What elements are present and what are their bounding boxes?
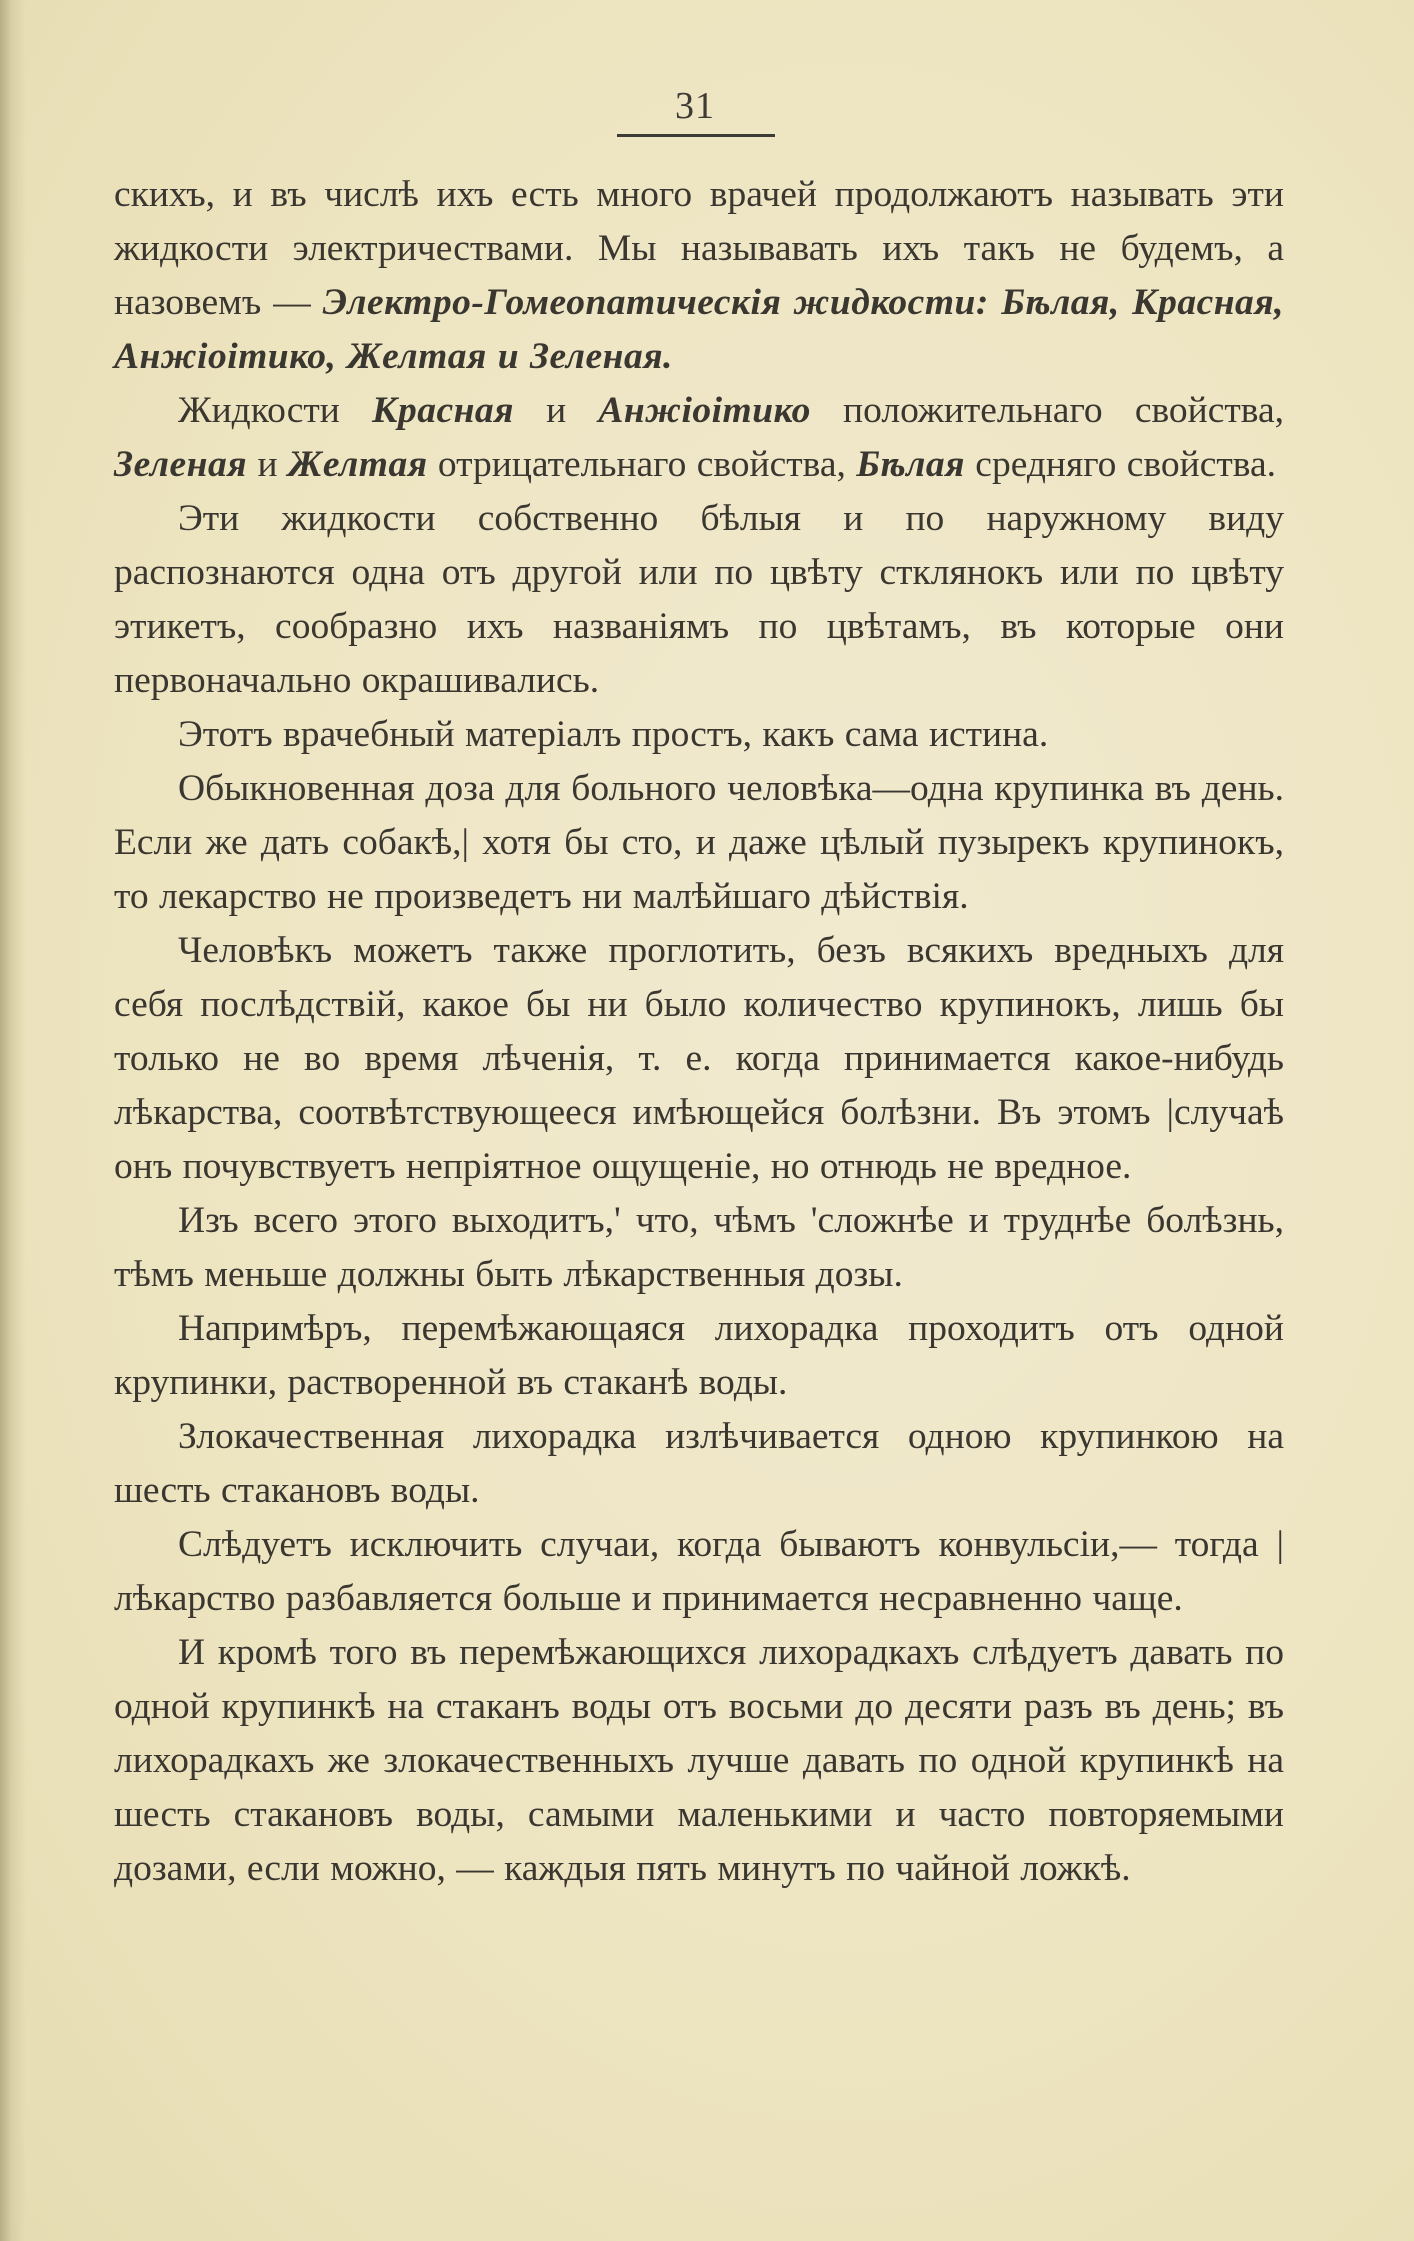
text-run: Обыкновенная доза для больного человѣка—одна крупинка въ день. Если же дать собакѣ,| хотя бы сто, и даже цѣлый пузырекъ крупинокъ, то лекарство не произведетъ ни малѣйшаго дѣйствія. — [114, 768, 1284, 917]
italic-term: Электро-Гомеопатическія жидкости: Бѣлая, Красная, Анжіоітико, Желтая и Зеленая. — [114, 282, 1284, 377]
paragraph — [114, 492, 1284, 708]
italic-term: Желтая — [287, 444, 428, 485]
paragraph — [114, 1410, 1284, 1518]
italic-term: Анжіоітико — [598, 390, 811, 431]
paragraph — [114, 762, 1284, 924]
paragraph — [114, 924, 1284, 1194]
text-run: положительнаго свойства, — [810, 390, 1284, 431]
body-text — [114, 168, 1284, 1896]
binding-edge-shadow — [0, 0, 26, 2241]
paragraph — [114, 1302, 1284, 1410]
text-run: средняго свойства. — [964, 444, 1276, 485]
italic-term: Зеленая — [114, 444, 248, 485]
text-run: Эти жидкости собственно бѣлыя и по наружному виду распознаются одна отъ другой или по цвѣту стклянокъ или по цвѣту этикетъ, сообразно ихъ названіямъ по цвѣтамъ, въ которые они первоначально окрашивались. — [114, 498, 1284, 701]
paragraph — [114, 1626, 1284, 1896]
text-run: и — [247, 444, 288, 485]
page-number: 31 — [675, 85, 715, 127]
text-run: Изъ всего этого выходитъ,' что, чѣмъ 'сложнѣе и труднѣе болѣзнь, тѣмъ меньше должны быть лѣкарственныя дозы. — [114, 1200, 1284, 1295]
italic-term: Красная — [372, 390, 514, 431]
text-run: Человѣкъ можетъ также проглотить, безъ всякихъ вредныхъ для себя послѣдствій, какое бы ни было количество крупинокъ, лишь бы только не во время лѣченія, т. е. когда принимается какое-нибудь лѣкарства, соотвѣтствующееся имѣющейся болѣзни. Въ этомъ |случаѣ онъ почувствуетъ непріятное ощущеніе, но отнюдь не вредное. — [114, 930, 1284, 1187]
text-run: И кромѣ того въ перемѣжающихся лихорадкахъ слѣдуетъ давать по одной крупинкѣ на стаканъ воды отъ восьми до десяти разъ въ день; въ лихорадкахъ же злокачественныхъ лучше давать по одной крупинкѣ на шесть стакановъ воды, самыми маленькими и часто повторяемыми дозами, если можно, — каждыя пять минутъ по чайной ложкѣ. — [114, 1632, 1284, 1889]
paragraph — [114, 168, 1284, 384]
text-run: скихъ, и въ числѣ ихъ есть много врачей продолжаютъ называть эти жидкости электричествами. Мы называвать ихъ такъ не будемъ, а назовемъ — — [114, 174, 1284, 323]
paragraph — [114, 1518, 1284, 1626]
text-run: Жидкости — [178, 390, 373, 431]
page-number-rule — [617, 134, 775, 137]
text-run: Злокачественная лихорадка излѣчивается одною крупинкою на шесть стакановъ воды. — [114, 1416, 1284, 1511]
text-run: Напримѣръ, перемѣжающаяся лихорадка проходитъ отъ одной крупинки, растворенной въ стаканѣ воды. — [114, 1308, 1284, 1403]
text-run: Этотъ врачебный матеріалъ простъ, какъ сама истина. — [178, 714, 1049, 755]
paragraph — [114, 708, 1284, 762]
text-run: Слѣдуетъ исключить случаи, когда бываютъ конвульсіи,— тогда |лѣкарство разбавляется больше и принимается несравненно чаще. — [114, 1524, 1284, 1619]
italic-term: Бѣлая — [856, 444, 965, 485]
paragraph — [114, 1194, 1284, 1302]
text-run: и — [514, 390, 599, 431]
text-run: отрицательнаго свойства, — [427, 444, 857, 485]
paragraph — [114, 384, 1284, 492]
